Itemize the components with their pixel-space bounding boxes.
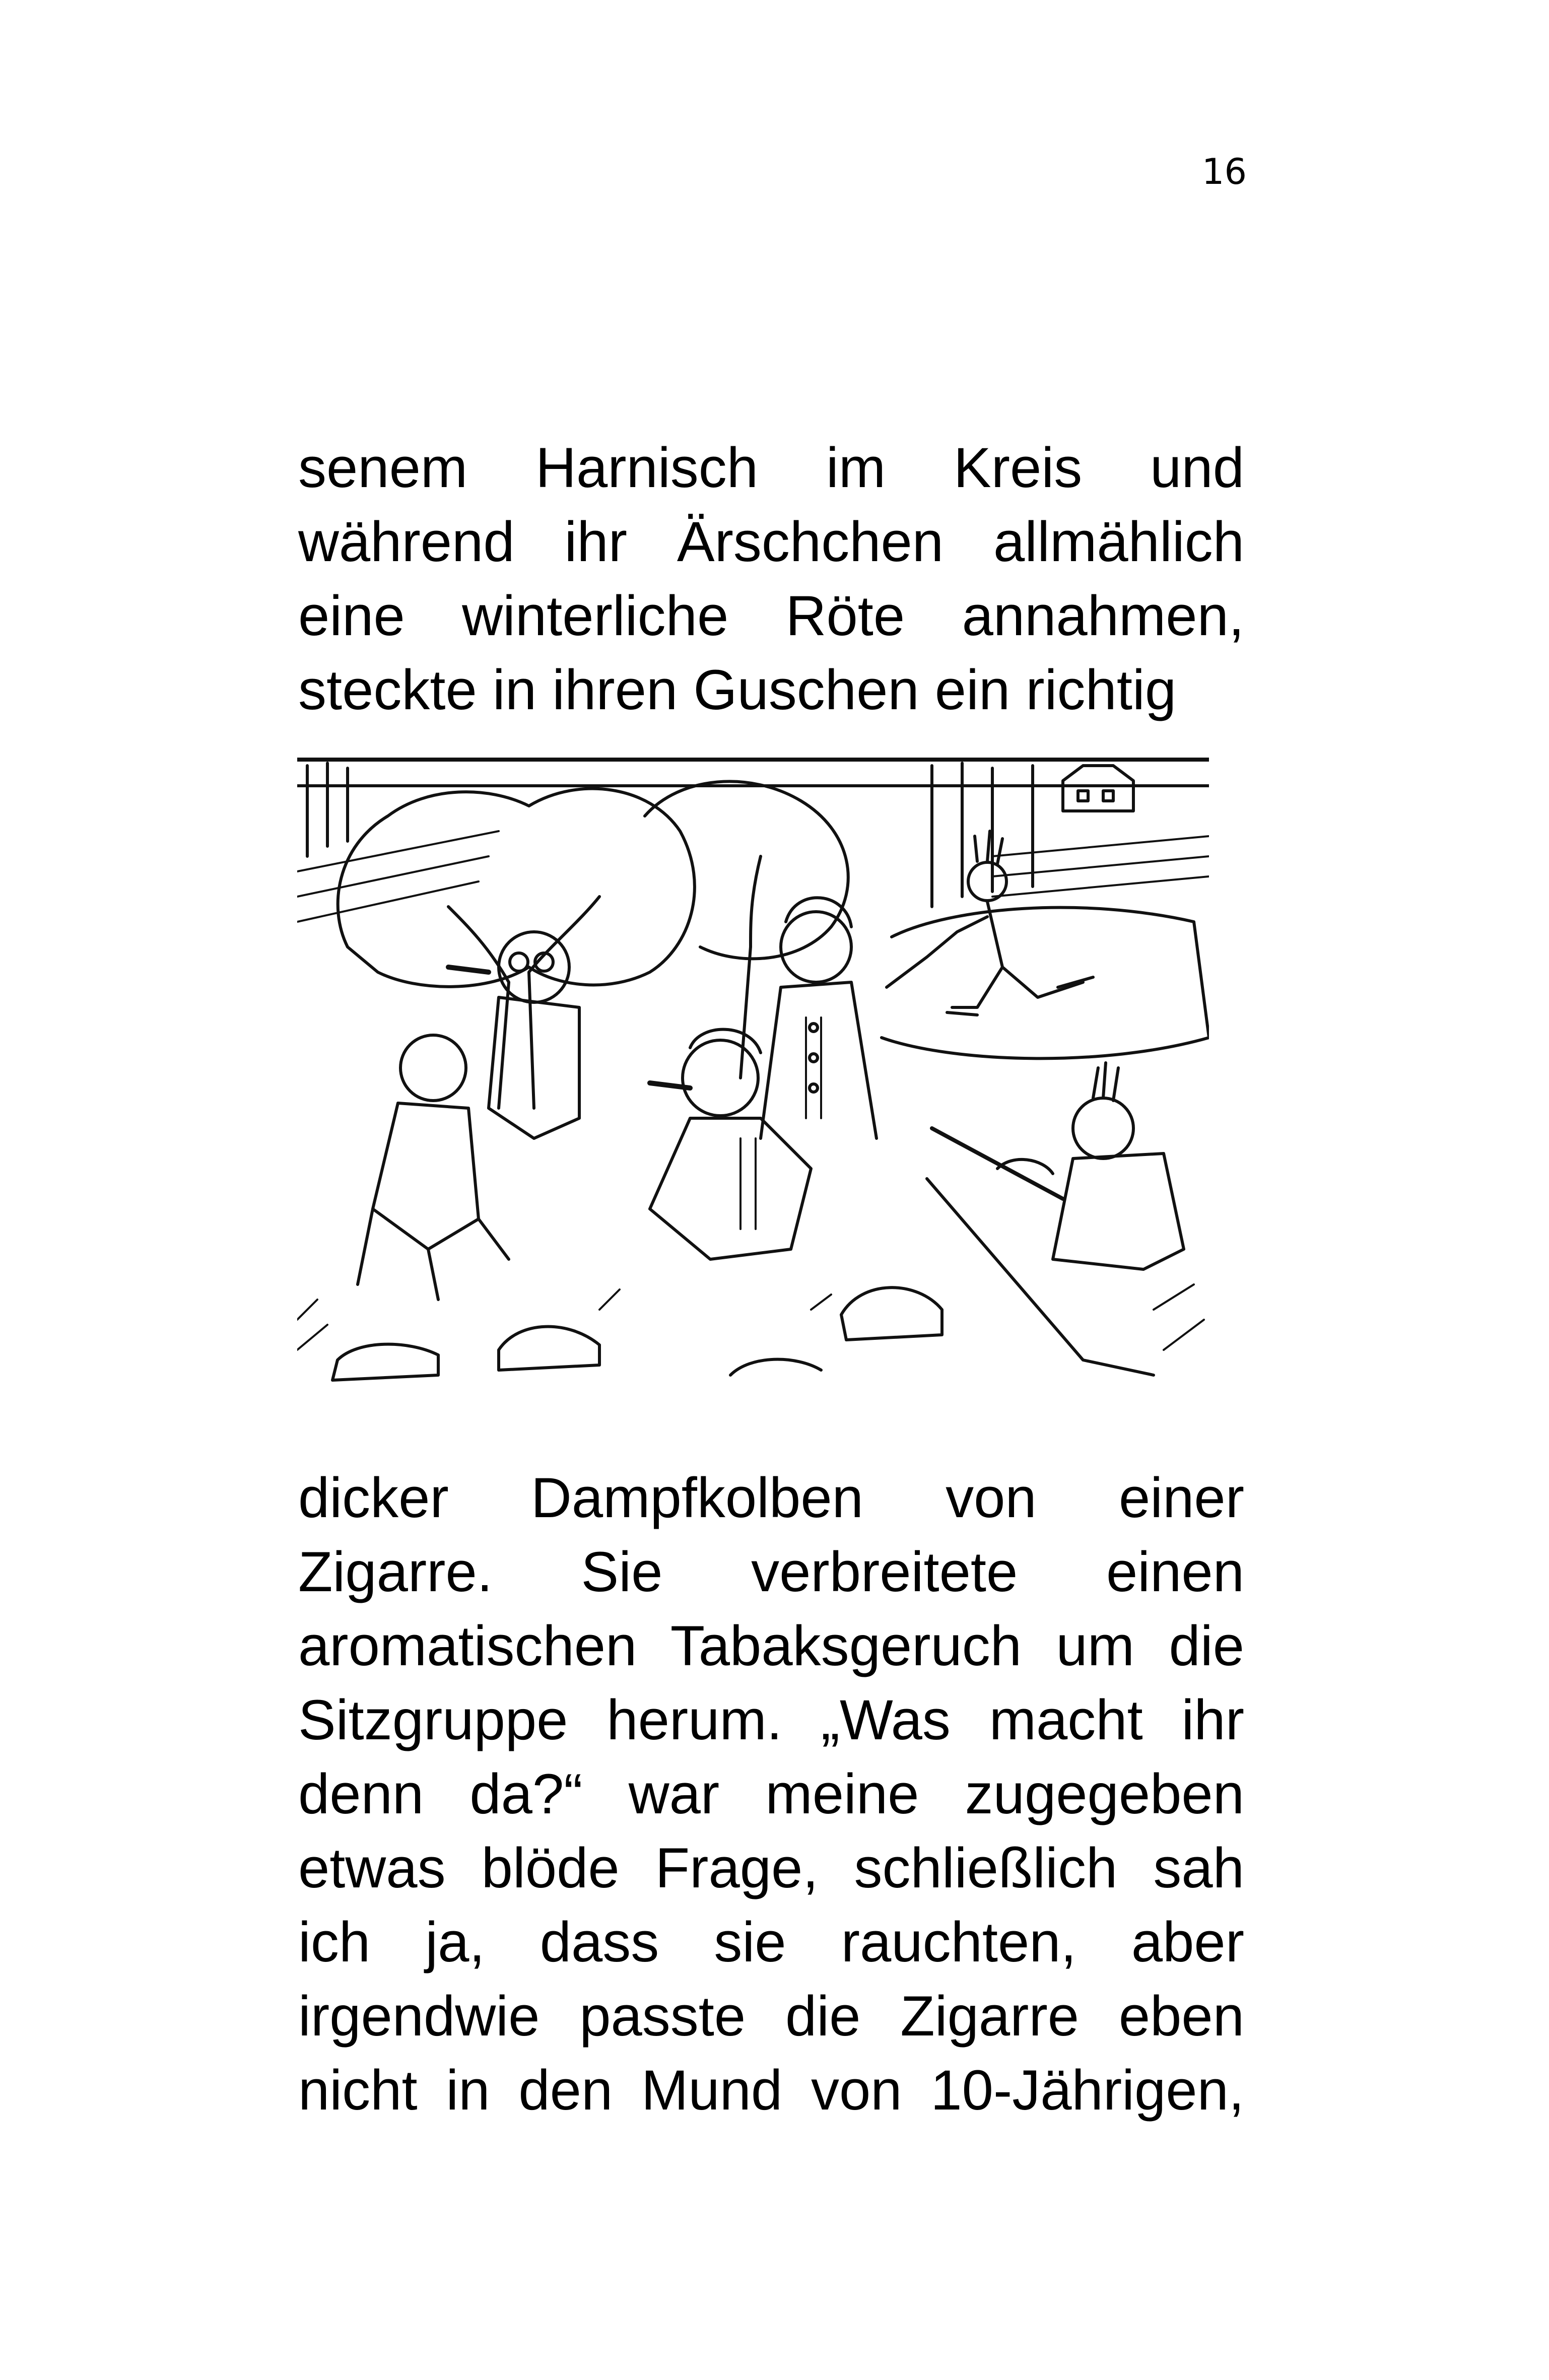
text-line: Sitzgruppe herum. „Was macht ihr	[298, 1688, 1244, 1751]
paragraph-top	[298, 431, 1244, 727]
text-line: aromatischen Tabaksgeruch um die	[298, 1614, 1244, 1677]
text-line: etwas blöde Frage, schließlich sah	[298, 1837, 1244, 1899]
illustration-image	[297, 756, 1209, 1405]
page-number: 16	[1201, 151, 1247, 192]
text-line: ich ja, dass sie rauchten, aber	[298, 1911, 1244, 1974]
paragraph-bottom	[298, 1461, 1244, 2127]
text-line: während ihr Ärschchen allmählich	[298, 510, 1244, 573]
text-line: denn da?“ war meine zugegeben	[298, 1762, 1244, 1825]
text-line: irgendwie passte die Zigarre eben	[298, 1985, 1244, 2048]
text-line: eine winterliche Röte annahmen,	[298, 584, 1244, 647]
text-line: Zigarre. Sie verbreitete einen	[298, 1540, 1244, 1603]
text-line: dicker Dampfkolben von einer	[298, 1466, 1244, 1529]
text-line: steckte in ihren Guschen ein richtig	[298, 658, 1177, 721]
ink-drawing-icon	[297, 756, 1209, 1405]
text-line: senem Harnisch im Kreis und	[298, 436, 1244, 499]
text-line: nicht in den Mund von 10-Jährigen,	[298, 2059, 1244, 2122]
